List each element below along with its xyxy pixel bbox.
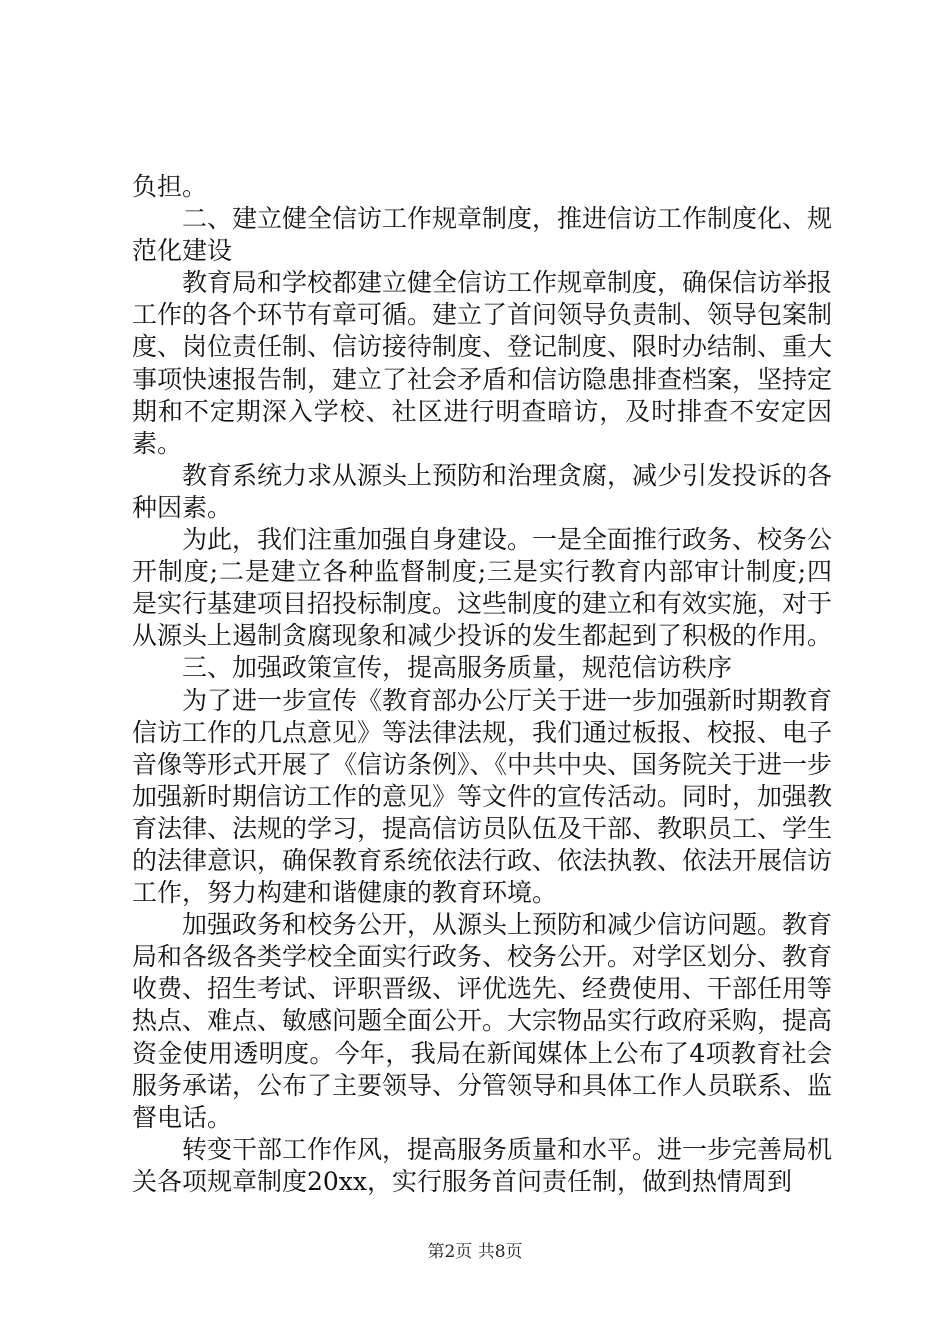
section-heading-3: 三、加强政策宣传，提高服务质量，规范信访秩序 [182, 653, 733, 683]
paragraph-3: 教育局和学校都建立健全信访工作规章制度，确保信访举报工作的各个环节有章可循。建立了首问领导负责制、领导包案制度、岗位责任制、信访接待制度、登记制度、限时办结制、重大事项快速报告制，建立了社会矛盾和信访隐患排查档案，坚持定期和不定期深入学校、社区进行明查暗访，及时排查不安定因素。 [132, 268, 833, 458]
paragraph-7: 为了进一步宣传《教育部办公厅关于进一步加强新时期教育信访工作的几点意见》等法律法规，我们通过板报、校报、电子音像等形式开展了《信访条例》、《中共中央、国务院关于进一步加强新时期信访工作的意见》等文件的宣传活动。同时，加强教育法律、法规的学习，提高信访员队伍及干部、教职员工、学生的法律意识，确保教育系统依法行政、依法执教、依法开展信访工作，努力构建和谐健康的教育环境。 [132, 685, 833, 908]
paragraph-4: 教育系统力求从源头上预防和治理贪腐，减少引发投诉的各种因素。 [132, 460, 833, 522]
document-body [132, 171, 832, 1198]
page-footer [0, 1240, 950, 1264]
paragraph-8: 加强政务和校务公开，从源头上预防和减少信访问题。教育局和各级各类学校全面实行政务、校务公开。对学区划分、教育收费、招生考试、评职晋级、评优选先、经费使用、干部任用等热点、难点、敏感问题全面公开。大宗物品实行政府采购，提高资金使用透明度。今年，我局在新闻媒体上公布了4项教育社会服务承诺，公布了主要领导、分管领导和具体工作人员联系、监督电话。 [132, 910, 833, 1132]
section-heading-2: 二、建立健全信访工作规章制度，推进信访工作制度化、规范化建设 [132, 204, 833, 266]
paragraph-9: 转变干部工作作风，提高服务质量和水平。进一步完善局机关各项规章制度20xx，实行服务首问责任制，做到热情周到 [132, 1134, 833, 1196]
paragraph-5: 为此，我们注重加强自身建设。一是全面推行政务、校务公开制度;二是建立各种监督制度;三是实行教育内部审计制度;四是实行基建项目招投标制度。这些制度的建立和有效实施，对于从源头上遏制贪腐现象和减少投诉的发生都起到了积极的作用。 [132, 525, 833, 651]
paragraph-1: 负担。 [132, 172, 208, 201]
page-number-label: 第2页 共8页 [427, 1242, 523, 1262]
